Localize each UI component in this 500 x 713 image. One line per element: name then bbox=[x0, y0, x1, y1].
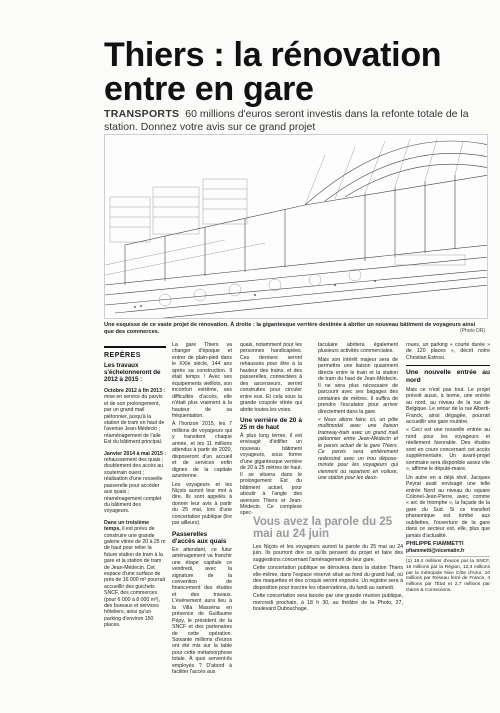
body-paragraph: Les voyageurs et les Niçois auront leur mot à dire. Ils sont appelés à donner leur avis à partir du 25 mai, lors d'une concertation publique (lire par ailleurs). bbox=[172, 481, 232, 527]
body-paragraph: Mais son intérêt majeur sera de permettre une liaison quasiment directe entre le train et la station de tram du haut de Jean-Médecin. Il ne sera plus nécessaire de parcourir avec ses bagages des centaines de mètres. Il suffira de prendre l'escalator pour arriver directement dans la gare. bbox=[318, 356, 398, 415]
sidebar-item-lead: Janvier 2014 à mai 2015 : bbox=[104, 450, 167, 457]
body-paragraph: La gare Thiers va changer d'époque et entrer de plain-pied dans le XXIe siècle, 144 ans après sa construction. Il était temps ! Avec ses équipements vieillots, son inconfort extrême, ses difficultés d'accès, elle n'était plus vraiment à la hauteur de sa fréquentation. bbox=[172, 342, 232, 419]
body-paragraph: roues, un parking « courte durée » de 120 places », décrit notre Christian Estrosi. bbox=[406, 342, 490, 361]
article-column-right bbox=[406, 342, 490, 594]
station-sketch-svg bbox=[105, 135, 488, 319]
author-email: pfiammetti@nicematin.fr bbox=[406, 547, 465, 554]
photo-credit: (Photo DR) bbox=[460, 328, 486, 334]
subhead-nouvelle-entree: Une nouvelle entrée au nord bbox=[406, 365, 490, 383]
body-paragraph: « Ceci est une nouvelle entrée au nord pour les voyageurs et réellement favorable. Des études sont en cours concernant cet accès supplémentaire. Un avant-projet sommaire sera disponible assez vite », affirme le député-maire. bbox=[406, 427, 490, 473]
illustration-caption: Une esquisse de ce vaste projet de rénovation. À droite : la gigantesque verrière destinée à abriter un nouveau bâtiment de voyageurs ainsi que des commerces. bbox=[104, 322, 476, 335]
box-paragraph: Cette concertation publique se déroulera dans la station Thiers elle-même, dans l'espace réservé situé au fond du grand hall, où des maquettes et des croquis seront exposés. Un registre sera à disposition pour inscrire les observations, du lundi au samedi. bbox=[253, 565, 403, 591]
sidebar-item bbox=[104, 388, 166, 446]
concertation-box-title: Vous avez la parole du 25 mai au 24 juin bbox=[253, 516, 393, 540]
standfirst bbox=[104, 108, 494, 134]
headline: Thiers : la rénovation entre en gare bbox=[104, 36, 442, 108]
sidebar-item-lead: Octobre 2012 à fin 2013 : bbox=[104, 388, 166, 394]
article-column-1 bbox=[172, 342, 232, 678]
standfirst-text: 60 millions d'euros seront investis dans la refonte totale de la station. Donnez votre avis sur ce grand projet bbox=[104, 108, 469, 133]
article-column-3 bbox=[318, 342, 398, 507]
sidebar-subtitle: Les travaux s'échelonneront de 2012 à 2015 : bbox=[104, 362, 161, 383]
body-paragraph: En attendant, ce futur aménagement va franchir une étape capitale ce vendredi, avec la signature de la convention de financement des études et des travaux. L'événement aura lieu à la Villa Masséna en présence de Guillaume Pépy, le président de la SNCF et des partenaires de cette opération. Soixante millions d'euros ont été mis sur la table pour cette métamorphose totale. À quoi servent-ils employés ? D'abord à faciliter l'accès aux bbox=[172, 546, 232, 676]
box-paragraph: Les Niçois et les voyageurs auront la parole du 25 mai au 24 juin. Ils pourront dire ce qu'ils pensent du projet et faire des suggestions concernant l'aménagement de leur gare. bbox=[253, 544, 403, 563]
body-paragraph: À plus long terme, il est envisagé d'édifier un nouveau bâtiment voyageurs, sous forme d'une gigantesque verrière de 20 à 25 mètres de haut. Il se situera dans le prolongement Est du bâtiment actuel, pour aboutir à l'angle des avenues Thiers et Jean-Médecin. Ce complexe spec- bbox=[240, 432, 303, 517]
concertation-box-text bbox=[253, 544, 403, 615]
body-paragraph: quais, notamment pour les personnes handicapées. Ces derniers seront rehaussés pour être à la hauteur des trains, et des passerelles, connectées à des ascenseurs, seront construites pour circuler entre eux. Et cela sous la grande coupole vitrée qui abrite toutes les voies. bbox=[240, 342, 302, 413]
article-column-2 bbox=[240, 342, 302, 519]
subhead: Passerelles d'accès aux quais bbox=[172, 530, 227, 545]
sidebar-item-lead: Dans un troisième temps, bbox=[104, 519, 149, 533]
sidebar-item bbox=[104, 520, 166, 629]
funding-footnote: (1) 18,4 millions d'euros par la SNCF, 16 millions par la Région, 12,3 millions par la métropole Nice Côte d'Azur, 10 millions par Réseau ferré de France, 4 millions par l'État et 2,7 millions par Gares & Connexions. bbox=[406, 556, 490, 594]
sidebar-item bbox=[104, 451, 166, 515]
sidebar-title: REPÈRES bbox=[104, 352, 141, 359]
sidebar-item-text: rehaussement des quais ; doublement des accès au souterrain ouest ; réalisation d'une nouvelle passerelle pour accéder aux quais ; réaménagement complet du bâtiment des voyageurs. bbox=[104, 457, 164, 515]
sidebar-item-text: il est prévu de construire une grande galerie vitrée de 20 à 25 m de haut pour relier la future station de tram à la gare et la station de tram de Jean-Médecin. Cet espace d'une surface de près de 16 000 m² pourrait accueillir des guichets SNCF, des commerces (pour 6 000 à 8 000 m²), des bureaux et services hôteliers, ainsi qu'un parking d'environ 150 places. bbox=[104, 526, 166, 629]
body-paragraph: taculaire abritera également plusieurs activités commerciales. bbox=[318, 342, 398, 355]
subhead: Une verrière de 20 à 25 m de haut bbox=[240, 416, 302, 431]
kicker: TRANSPORTS bbox=[104, 108, 180, 120]
quote-paragraph: « Nous allons faire, ici, un pôle multimodal avec une liaison tramway-train avec un grand mail piétonnier entre Jean-Médecin et le parvis actuel de la gare Thiers. Ce parvis sera entièrement redessiné avec un trou dépose-minute pour les voyageurs qui viennent ou repartent en voiture, une station pour les deux- bbox=[318, 416, 398, 482]
body-paragraph: À l'horizon 2015, les 7 millions de voyageurs qui y transitent chaque année, et les 11 millions attendus à partir de 2020, disposeront d'un accueil et de services enfin dignes de la capitale azuréenne. bbox=[172, 421, 232, 480]
station-sketch-illustration bbox=[104, 134, 488, 319]
body-paragraph: Un autre en a déjà rêvé. Jacques Peyrat avait envisagé une telle entrée Nord au niveau du square Colonel-Jean-Pierre, avec, comme « arc de triomphe », la façade de la gare du Sud. Si ce transfert pharaonique est tombé aux oubliettes, l'ouverture de la gare dans ce secteur est, elle, plus que jamais d'actualité. bbox=[406, 474, 490, 539]
body-paragraph: Mais ce n'est pas tout. Le projet prévoit aussi, à terme, une entrée au nord, au niveau de la rue de Belgique. Le retour de la rue Alberti-Franck, ainsi dégagée, pourrait accueillir une gare routière. bbox=[406, 386, 490, 426]
sidebar-item-text: mise en service du parvis et de son prolongement, par un grand mail piétonnier, jusqu'à la station de tram en haut de l'avenue Jean-Médecin ; réaménagement de l'aile Est du bâtiment principal. bbox=[104, 394, 165, 446]
box-paragraph: Cette concertation sera lancée par une grande réunion publique, mercredi prochain, à 18 h 30, au théâtre de la Photo, 27, boulevard Dubouchage. bbox=[253, 593, 403, 613]
reperes-sidebar bbox=[104, 346, 166, 629]
author-signature: PHILIPPE FIAMMETTI bbox=[406, 541, 464, 548]
